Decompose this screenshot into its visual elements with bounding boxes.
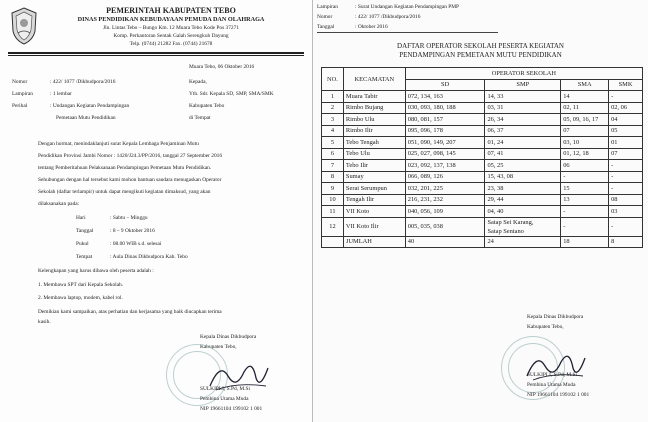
schedule-label: Tempat bbox=[76, 254, 93, 260]
row-sd-cell: 216, 231, 232 bbox=[405, 194, 485, 206]
row-sd-cell: 040, 056, 109 bbox=[405, 206, 485, 218]
table-row bbox=[322, 137, 643, 149]
row-sd-cell: 066, 089, 126 bbox=[405, 171, 485, 183]
col-header-smp: SMP bbox=[485, 79, 561, 91]
schedule-label: Pukul bbox=[76, 241, 89, 247]
att-tanggal-value: : Oktober 2016 bbox=[355, 24, 388, 30]
col-header-smk: SMK bbox=[609, 79, 643, 91]
col-header-sma: SMA bbox=[561, 79, 609, 91]
row-no-cell: 8 bbox=[322, 171, 344, 183]
row-sd-cell: 030, 093, 180, 188 bbox=[405, 102, 485, 114]
row-sd-cell: 080, 081, 157 bbox=[405, 114, 485, 126]
table-row bbox=[322, 114, 643, 126]
row-smp-line: Satap Sentano bbox=[487, 227, 524, 235]
row-no-cell: 5 bbox=[322, 137, 344, 149]
row-smk-cell: 08 bbox=[609, 194, 643, 206]
perihal-label: Perihal bbox=[12, 103, 28, 109]
body-paragraph-line: Sehubungan dengan hal tersebut kami mohon bantuan saudara menugaskan Operator bbox=[38, 177, 222, 183]
att-nomor-label: Nomor bbox=[317, 14, 333, 20]
total-smk: 8 bbox=[609, 236, 643, 248]
total-label: JUMLAH bbox=[343, 236, 405, 248]
row-sd-cell: 032, 201, 225 bbox=[405, 183, 485, 195]
row-sma-cell: 15 bbox=[561, 183, 609, 195]
row-sd-cell: 095, 096, 178 bbox=[405, 125, 485, 137]
addressee-place: di Tempat bbox=[189, 115, 211, 121]
regency-emblem-icon bbox=[10, 7, 38, 45]
row-kecamatan-cell: Rimbo Ulu bbox=[343, 114, 405, 126]
nomor-value: : 422/ 1077 /Dikbudpora/2016 bbox=[50, 79, 116, 85]
signatory-name: SULKIPLI, S.Pd, M.Si bbox=[200, 386, 251, 392]
row-sma-cell: 13 bbox=[561, 194, 609, 206]
letterhead-agency: DINAS PENDIDIKAN KEBUDAYAAN PEMUDA DAN OLAHRAGA bbox=[77, 16, 265, 23]
col-header-operator: OPERATOR SEKOLAH bbox=[405, 68, 642, 80]
row-smk-cell: 01 bbox=[609, 137, 643, 149]
row-sma-cell: - bbox=[561, 206, 609, 218]
row-sma-cell: 03, 10 bbox=[561, 137, 609, 149]
row-smp-cell: 14, 33 bbox=[485, 91, 561, 103]
row-kecamatan-cell: VII Koto bbox=[343, 206, 405, 218]
table-row bbox=[322, 194, 643, 206]
header-rule bbox=[317, 32, 498, 33]
requirement-item: 2. Membawa laptop, modem, kabel rol. bbox=[38, 295, 123, 301]
row-smp-cell: 04, 40 bbox=[485, 206, 561, 218]
total-sma: 18 bbox=[561, 236, 609, 248]
row-kecamatan-cell: VII Koto Ilir bbox=[343, 217, 405, 236]
attachment-page bbox=[313, 0, 648, 422]
att-signatory-title: Kepala Dinas Dikbudpora bbox=[527, 314, 584, 320]
table-total-row bbox=[322, 236, 643, 248]
table-row bbox=[322, 217, 643, 236]
row-no-cell: 12 bbox=[322, 217, 344, 236]
row-smp-cell: 05, 25 bbox=[485, 160, 561, 172]
att-signatory-name: SULKIPLI, S.Pd, M.Si bbox=[527, 372, 578, 378]
att-nomor-value: : 422/ 1077 /Dikbudpora/2016 bbox=[355, 14, 421, 20]
row-smp-cell: 26, 34 bbox=[485, 114, 561, 126]
signatory-regency: Kabupaten Tebo, bbox=[200, 344, 237, 350]
row-kecamatan-cell: Tebo Ilir bbox=[343, 160, 405, 172]
letterhead-phone: Telp. (0744) 21282 Fax. (0744) 21678 bbox=[129, 41, 213, 47]
row-smp-cell: 29, 44 bbox=[485, 194, 561, 206]
row-smp-cell: 15, 43, 08 bbox=[485, 171, 561, 183]
requirements-intro: Kelengkapan yang harus dibawa oleh peserta adalah : bbox=[38, 268, 154, 274]
schedule-value: : 8 – 9 Oktober 2016 bbox=[110, 228, 155, 234]
row-smk-cell: 03 bbox=[609, 206, 643, 218]
col-header-kecamatan: KECAMATAN bbox=[343, 68, 405, 91]
row-kecamatan-cell: Tengah Ilir bbox=[343, 194, 405, 206]
row-kecamatan-cell: Serai Serumpun bbox=[343, 183, 405, 195]
attachment-title: DAFTAR OPERATOR SEKOLAH PESERTA KEGIATAN bbox=[397, 42, 564, 50]
row-kecamatan-cell: Sumay bbox=[343, 171, 405, 183]
invitation-letter-page bbox=[0, 0, 313, 422]
row-sma-cell: 05, 09, 16, 17 bbox=[561, 114, 609, 126]
table-header-row bbox=[322, 68, 643, 80]
row-smp-line: Satap Sei Karang, bbox=[487, 218, 534, 226]
body-paragraph-line: tentang Pemberitahuan Pelaksanaan Pendampingan Pemetaan Mutu Pendidikan. bbox=[38, 165, 212, 171]
total-sd: 40 bbox=[405, 236, 485, 248]
row-no-cell: 6 bbox=[322, 148, 344, 160]
row-smk-cell: 05 bbox=[609, 125, 643, 137]
table-row bbox=[322, 91, 643, 103]
row-smp-cell: 23, 38 bbox=[485, 183, 561, 195]
table-row bbox=[322, 183, 643, 195]
addressee-yth: Yth. Sdr. Kepala SD, SMP, SMA/SMK bbox=[189, 91, 274, 97]
col-header-no: NO. bbox=[322, 68, 344, 91]
attachment-subtitle: PENDAMPINGAN PEMETAAN MUTU PENDIDIKAN bbox=[399, 51, 562, 59]
row-sd-cell: 025, 027, 098, 145 bbox=[405, 148, 485, 160]
row-smk-cell: - bbox=[609, 160, 643, 172]
operator-table bbox=[321, 67, 643, 248]
row-no-cell: 3 bbox=[322, 114, 344, 126]
row-sma-cell: - bbox=[561, 217, 609, 236]
body-paragraph-line: dilaksanakan pada: bbox=[38, 201, 80, 207]
row-smp-cell: 07, 41 bbox=[485, 148, 561, 160]
row-smp-cell: 01, 24 bbox=[485, 137, 561, 149]
row-sma-cell: 01, 12, 18 bbox=[561, 148, 609, 160]
letterhead-divider-thick bbox=[8, 52, 304, 54]
row-sma-cell: 02, 11 bbox=[561, 102, 609, 114]
att-lampiran-value: : Surat Undangan Kegiatan Pendampingan PMP bbox=[355, 4, 460, 10]
closing-line: kasih. bbox=[38, 319, 51, 325]
body-paragraph-line: Sekolah (daftar terlampir) untuk dapat mengikuti kegiatan dimaksud, yang akan bbox=[38, 189, 211, 195]
schedule-label: Hari bbox=[76, 215, 86, 221]
addressee-kepada: Kepada, bbox=[189, 79, 207, 85]
row-sd-cell: 023, 092, 137, 138 bbox=[405, 160, 485, 172]
row-smk-cell: 02, 06 bbox=[609, 102, 643, 114]
row-sma-cell: 06 bbox=[561, 160, 609, 172]
row-no-cell: 9 bbox=[322, 183, 344, 195]
table-row bbox=[322, 102, 643, 114]
signatory-rank: Pembina Utama Muda bbox=[200, 396, 249, 402]
row-sma-cell: - bbox=[561, 171, 609, 183]
letter-date: Muara Tebo, 06 Oktober 2016 bbox=[189, 64, 255, 70]
row-no-cell: 1 bbox=[322, 91, 344, 103]
row-no-cell: 7 bbox=[322, 160, 344, 172]
total-smp: 24 bbox=[485, 236, 561, 248]
att-signatory-regency: Kabupaten Tebo, bbox=[527, 324, 564, 330]
table-row bbox=[322, 148, 643, 160]
row-sd-cell: 072, 134, 163 bbox=[405, 91, 485, 103]
row-smp-cell bbox=[485, 217, 561, 236]
signatory-nip: NIP 19661104 199102 1 001 bbox=[200, 406, 263, 412]
row-smk-cell: 04 bbox=[609, 114, 643, 126]
letterhead-complex: Komp. Perkantoran Sentak Galah Serengkuh Dayung bbox=[113, 33, 229, 39]
table-row bbox=[322, 206, 643, 218]
body-paragraph-line: Dengan hormat, menindaklanjuti surat Kepala Lembaga Penjaminan Mutu bbox=[38, 141, 199, 147]
row-sma-cell: 07 bbox=[561, 125, 609, 137]
addressee-regency: Kabupaten Tebo bbox=[189, 103, 225, 109]
lampiran-value: : 1 lembar bbox=[50, 91, 72, 97]
row-sma-cell: 14 bbox=[561, 91, 609, 103]
schedule-value: : 08.00 WIB s.d. selesai bbox=[110, 241, 162, 247]
table-row bbox=[322, 160, 643, 172]
row-smp-cell: 03, 31 bbox=[485, 102, 561, 114]
table-row bbox=[322, 125, 643, 137]
row-no-cell: 2 bbox=[322, 102, 344, 114]
att-tanggal-label: Tanggal bbox=[317, 24, 335, 30]
att-signatory-nip: NIP 19661104 199102 1 001 bbox=[527, 392, 590, 398]
row-kecamatan-cell: Muara Tabir bbox=[343, 91, 405, 103]
row-no-cell: 11 bbox=[322, 206, 344, 218]
schedule-label: Tanggal bbox=[76, 228, 94, 234]
row-kecamatan-cell: Rimbo Ilir bbox=[343, 125, 405, 137]
row-smk-cell: - bbox=[609, 183, 643, 195]
total-empty-cell bbox=[322, 236, 344, 248]
perihal-value: : Undangan Kegiatan Pendampingan bbox=[50, 103, 130, 109]
row-sd-cell: 051, 090, 149, 207 bbox=[405, 137, 485, 149]
body-paragraph-line: Pendidikan Provinsi Jambi Nomor : 1420/J24.3/PP/2016, tanggal 27 September 2016 bbox=[38, 153, 223, 159]
row-kecamatan-cell: Rimbo Bujang bbox=[343, 102, 405, 114]
row-kecamatan-cell: Tebo Ulu bbox=[343, 148, 405, 160]
signatory-title: Kepala Dinas Dikbudpora bbox=[200, 334, 257, 340]
lampiran-label: Lampiran bbox=[12, 91, 33, 97]
schedule-value: : Sabtu – Minggu bbox=[110, 215, 148, 221]
schedule-value: : Aula Dinas Dikbudpora Kab. Tebo bbox=[110, 254, 188, 260]
letterhead-address: Jln. Lintas Tebo – Bungo Km. 12 Muara Tebo Kode Pos 37271 bbox=[102, 25, 240, 31]
row-smk-cell: - bbox=[609, 171, 643, 183]
requirement-item: 1. Membawa SPT dari Kepala Sekolah. bbox=[38, 282, 124, 288]
row-no-cell: 4 bbox=[322, 125, 344, 137]
closing-line: Demikian kami sampaikan, atas perhatian dan kerjasama yang baik diucapkan terima bbox=[38, 309, 222, 315]
row-kecamatan-cell: Tebo Tengah bbox=[343, 137, 405, 149]
row-smk-cell: - bbox=[609, 91, 643, 103]
att-signatory-rank: Pembina Utama Muda bbox=[527, 382, 576, 388]
letterhead-government: PEMERINTAH KABUPATEN TEBO bbox=[106, 6, 236, 15]
row-smk-cell: 07 bbox=[609, 148, 643, 160]
row-smp-cell: 06, 37 bbox=[485, 125, 561, 137]
nomor-label: Nomor bbox=[12, 79, 28, 85]
col-header-sd: SD bbox=[405, 79, 485, 91]
row-no-cell: 10 bbox=[322, 194, 344, 206]
row-smk-cell: - bbox=[609, 217, 643, 236]
perihal-value-cont: Pemetaan Mutu Pendidikan bbox=[56, 115, 116, 121]
table-row bbox=[322, 171, 643, 183]
row-sd-cell: 005, 035, 038 bbox=[405, 217, 485, 236]
letterhead-divider-thin bbox=[8, 55, 304, 56]
att-lampiran-label: Lampiran bbox=[317, 4, 338, 10]
att-handwritten-signature-icon bbox=[523, 346, 593, 386]
